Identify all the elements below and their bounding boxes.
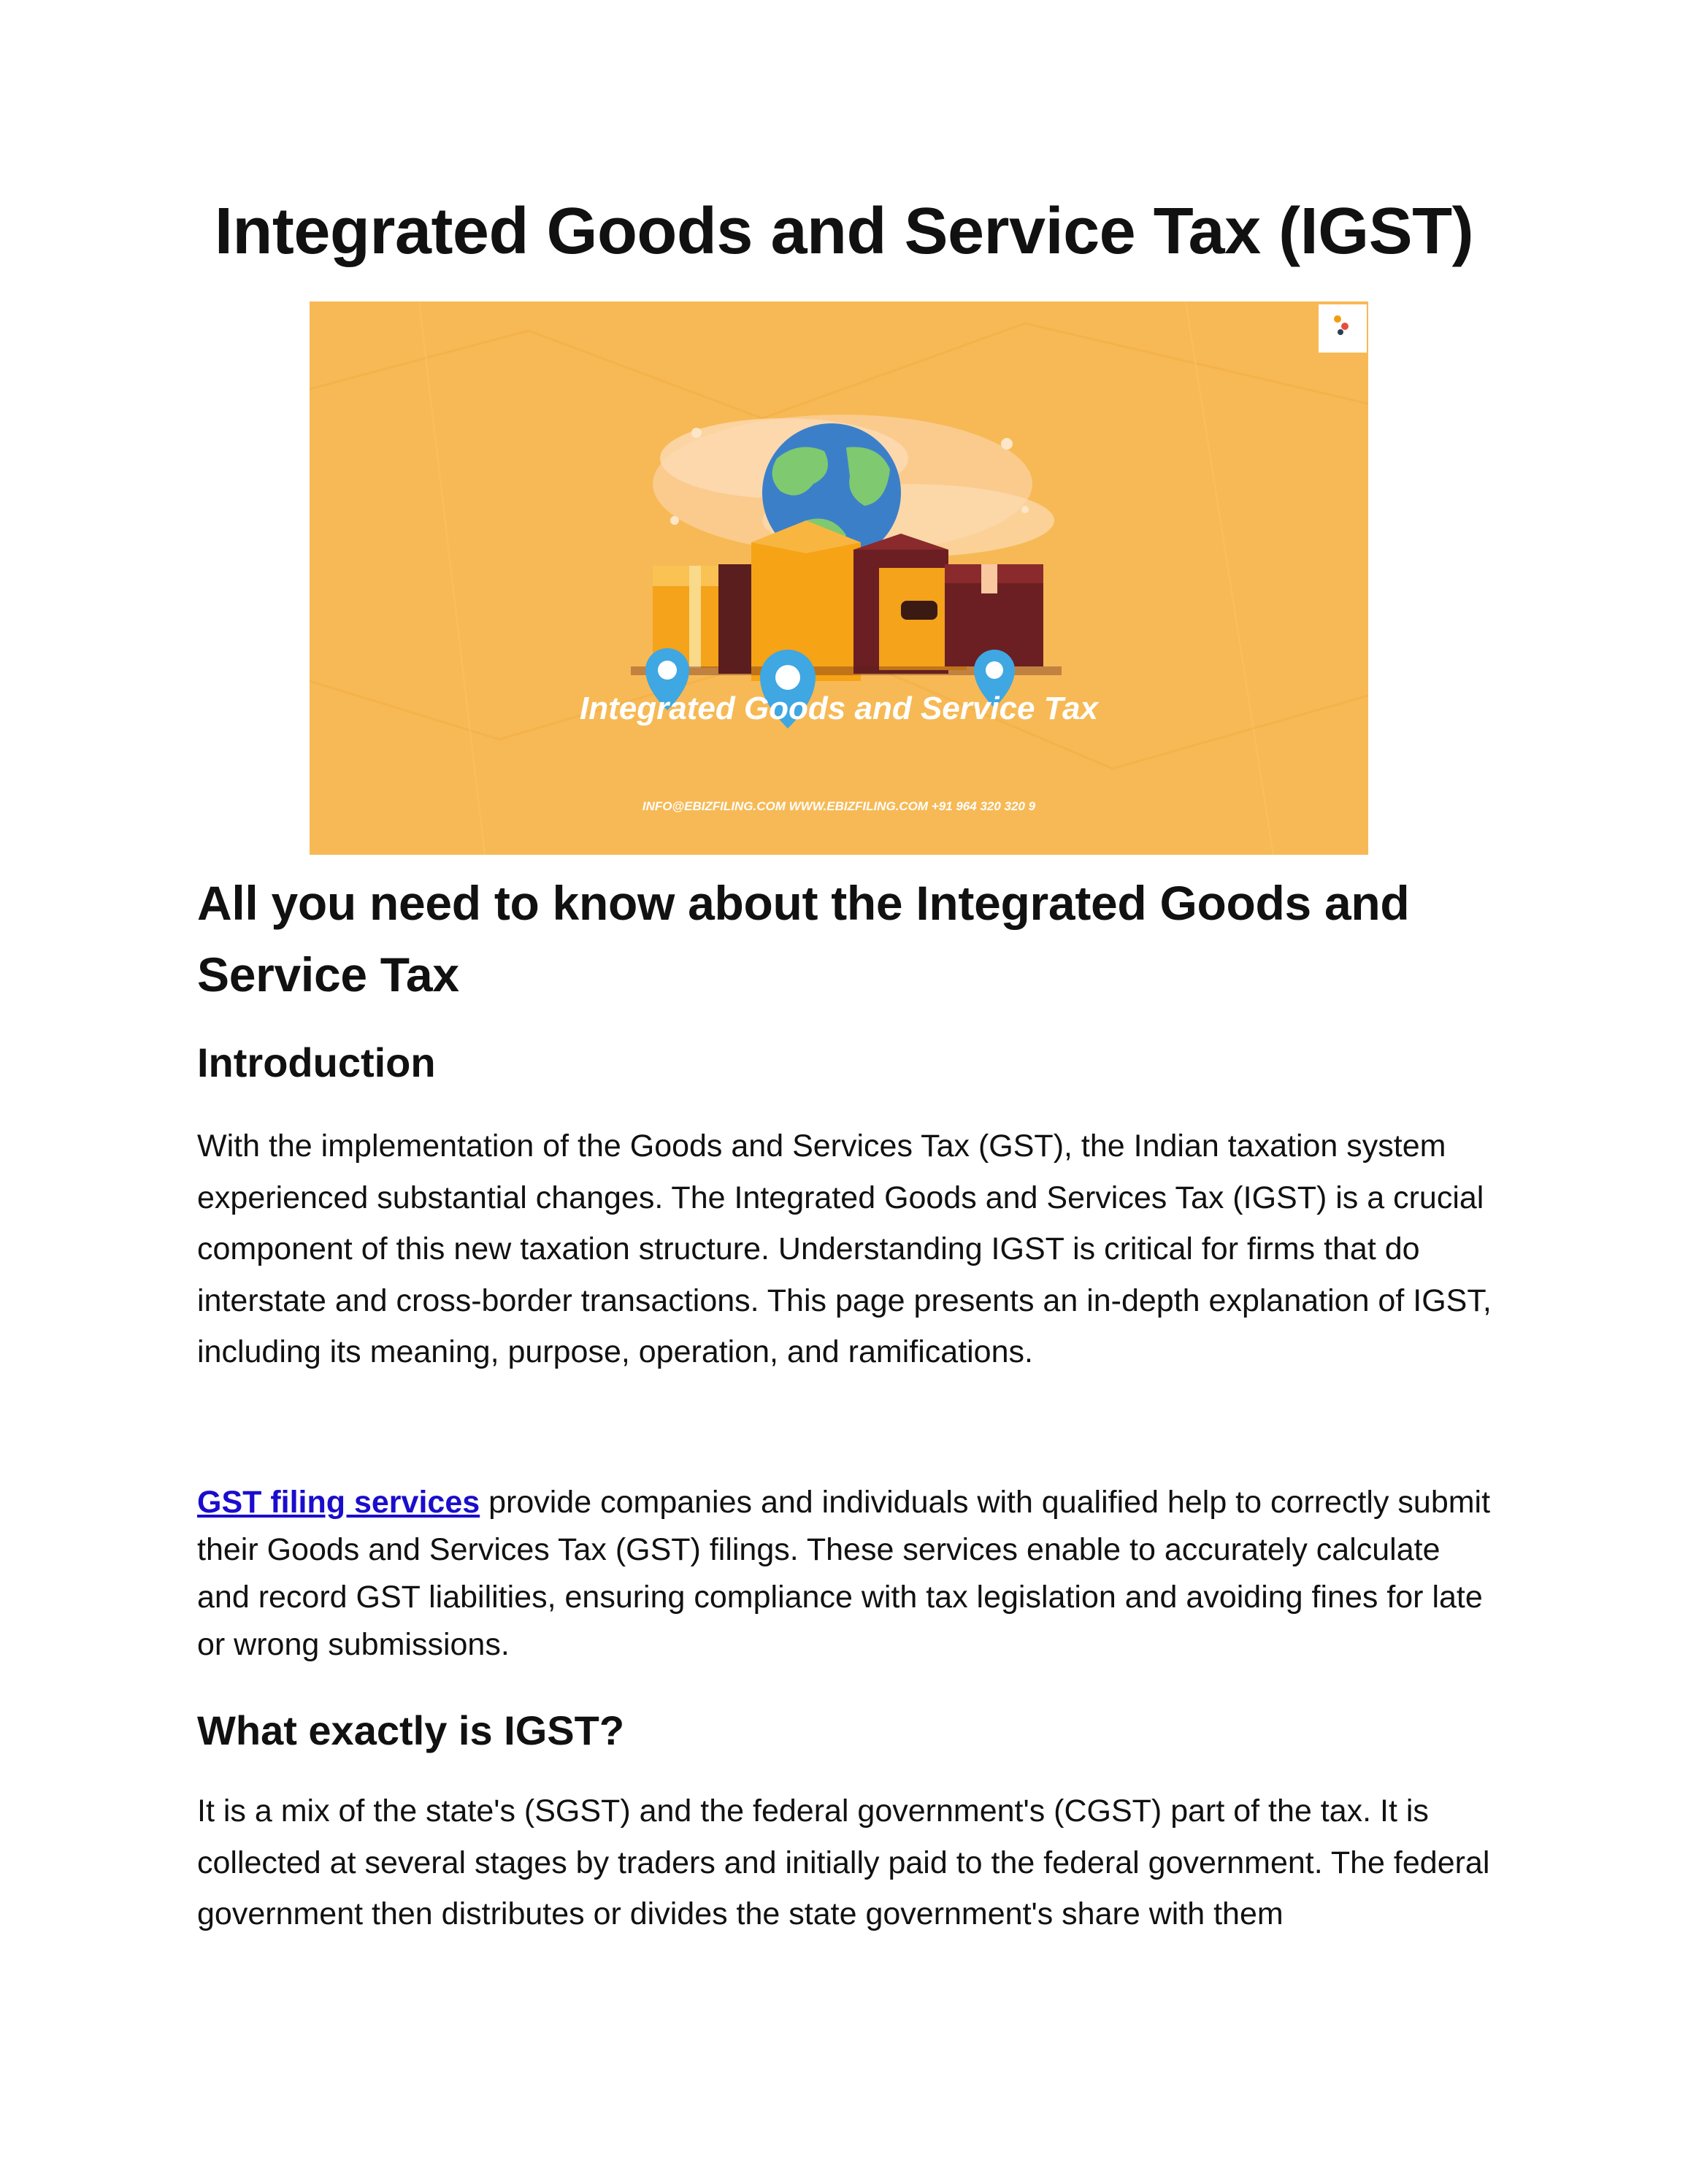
gst-services-text: provide companies and individuals with qualified help to correctly submit their Goods and Services Tax (GST) filings. These services enable to accurately calculate and record GST liabilities, ensuring compliance with tax legislation and avoiding fines for late or wrong submissions. [197,1485,1491,1662]
gst-filing-services-link[interactable]: GST filing services [197,1485,480,1520]
main-heading: All you need to know about the Integrated Goods and Service Tax [197,876,1410,1001]
page-title: Integrated Goods and Service Tax (IGST) [214,195,1474,268]
introduction-heading: Introduction [197,1039,436,1085]
banner-contact: INFO@EBIZFILING.COM WWW.EBIZFILING.COM +91 964 320 320 9 [642,799,1036,813]
gst-services-paragraph [197,1479,1497,1669]
what-is-igst-heading: What exactly is IGST? [197,1707,625,1753]
what-is-igst-paragraph: It is a mix of the state's (SGST) and the federal government's (CGST) part of the tax. It is collected at several stages by traders and initially paid to the federal government. The federal government then distributes or divides the state government's share with them [197,1793,1490,1931]
ebizfiling-logo [1319,304,1367,353]
igst-banner-image [310,301,1368,855]
banner-headline: Integrated Goods and Service Tax [580,691,1098,726]
introduction-paragraph: With the implementation of the Goods and Services Tax (GST), the Indian taxation system experienced substantial changes. The Integrated Goods and Services Tax (IGST) is a crucial component of this new taxation structure. Understanding IGST is critical for firms that do interstate and cross-border transactions. This page presents an in-depth explanation of IGST, including its meaning, purpose, operation, and ramifications. [197,1128,1492,1369]
